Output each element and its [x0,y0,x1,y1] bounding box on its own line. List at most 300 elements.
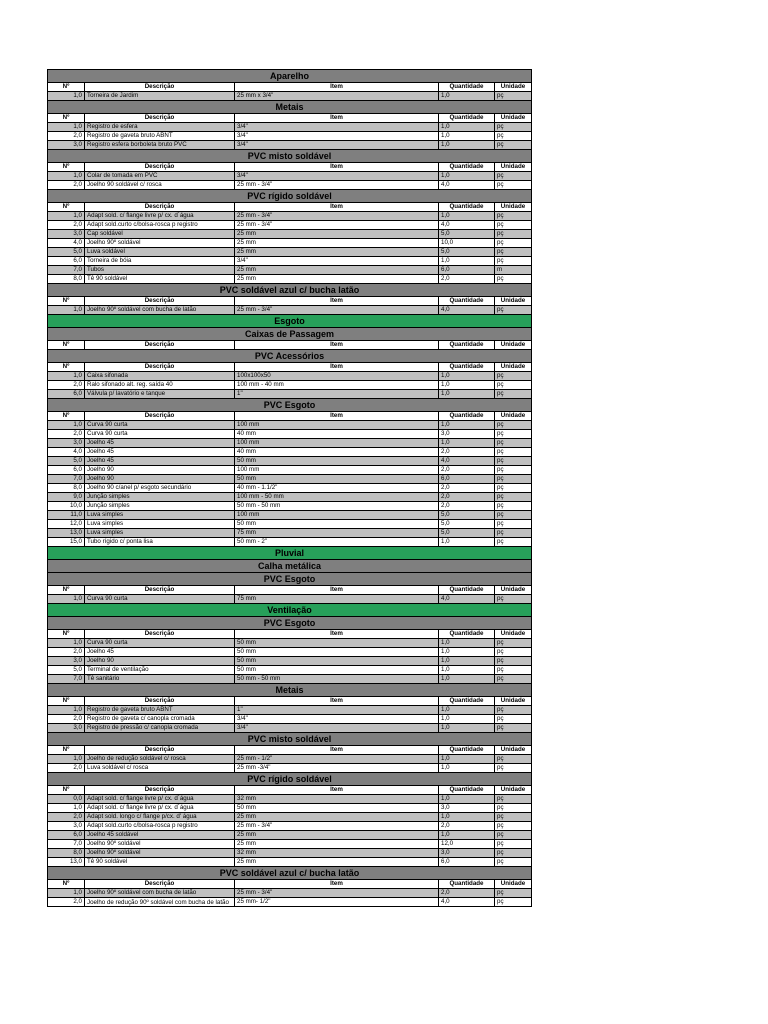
section-title: Metais [48,101,532,114]
column-header: Quantidade [439,586,495,595]
row-description: Caixa sifonada [85,372,235,381]
row-description: Colar de tomada em PVC [85,172,235,181]
row-description: Adapt sold. c/ flange livre p/ cx. d´água [85,804,235,813]
row-item: 50 mm [235,648,439,657]
column-header: Descrição [85,83,235,92]
table-row [48,475,532,484]
row-quantity: 1,0 [439,795,495,804]
row-description: Junção simples [85,493,235,502]
table-row [48,804,532,813]
row-quantity: 1,0 [439,257,495,266]
column-header: Nº [48,880,85,889]
row-item: 40 mm [235,448,439,457]
column-header: Unidade [495,363,532,372]
row-number: 8,0 [48,849,85,858]
row-unit: pç [495,306,532,315]
column-header-row [48,786,532,795]
material-list-body [48,70,532,907]
column-header-row [48,586,532,595]
row-description: Joelho 45 soldável [85,831,235,840]
column-header: Nº [48,786,85,795]
row-unit: pç [495,230,532,239]
row-quantity: 1,0 [439,92,495,101]
row-unit: pç [495,502,532,511]
row-number: 4,0 [48,239,85,248]
row-number: 5,0 [48,666,85,675]
row-quantity: 1,0 [439,831,495,840]
row-unit: pç [495,889,532,898]
row-number: 1,0 [48,212,85,221]
section-title: PVC misto soldável [48,150,532,163]
row-item: 50 mm - 2" [235,538,439,547]
column-header: Item [235,586,439,595]
row-number: 6,0 [48,257,85,266]
column-header-row [48,630,532,639]
table-row [48,421,532,430]
row-item: 50 mm [235,804,439,813]
row-quantity: 1,0 [439,813,495,822]
row-number: 6,0 [48,831,85,840]
row-item: 3/4" [235,172,439,181]
table-row [48,755,532,764]
row-unit: pç [495,466,532,475]
row-unit: pç [495,724,532,733]
column-header-row [48,363,532,372]
row-number: 1,0 [48,372,85,381]
row-item: 25 mm -3/4" [235,764,439,773]
row-quantity: 1,0 [439,648,495,657]
table-row [48,764,532,773]
table-row [48,502,532,511]
row-quantity: 4,0 [439,181,495,190]
table-row [48,181,532,190]
row-unit: pç [495,595,532,604]
row-quantity: 1,0 [439,666,495,675]
row-number: 7,0 [48,475,85,484]
row-item: 75 mm [235,595,439,604]
row-unit: pç [495,666,532,675]
section-title: PVC soldável azul c/ bucha latão [48,284,532,297]
section-header [48,150,532,163]
column-header-row [48,83,532,92]
section-title: Calha metálica [48,560,532,573]
column-header: Quantidade [439,341,495,350]
table-row [48,511,532,520]
row-description: Torneira de Jardim [85,92,235,101]
column-header: Descrição [85,880,235,889]
column-header: Descrição [85,786,235,795]
row-number: 15,0 [48,538,85,547]
row-description: Ralo sifonado alt. reg. saída 40 [85,381,235,390]
table-row [48,639,532,648]
table-row [48,493,532,502]
row-description: Registro de esfera [85,123,235,132]
table-row [48,275,532,284]
column-header: Descrição [85,114,235,123]
row-number: 3,0 [48,141,85,150]
row-item: 1" [235,390,439,399]
column-header: Descrição [85,297,235,306]
row-item: 25 mm x 3/4" [235,92,439,101]
row-item: 50 mm [235,657,439,666]
row-item: 3/4" [235,257,439,266]
row-number: 2,0 [48,764,85,773]
row-description: Terminal de ventilação [85,666,235,675]
row-item: 25 mm [235,266,439,275]
row-description: Curva 90 curta [85,595,235,604]
row-quantity: 2,0 [439,466,495,475]
section-header [48,328,532,341]
row-quantity: 4,0 [439,306,495,315]
row-unit: pç [495,430,532,439]
row-description: Luva soldável [85,248,235,257]
section-header [48,547,532,560]
row-number: 7,0 [48,840,85,849]
table-row [48,390,532,399]
row-description: Joelho 90º soldável [85,239,235,248]
row-number: 1,0 [48,421,85,430]
row-item: 100 mm - 50 mm [235,493,439,502]
column-header: Unidade [495,880,532,889]
row-unit: pç [495,858,532,867]
row-item: 1" [235,706,439,715]
section-title: Caixas de Passagem [48,328,532,341]
column-header: Quantidade [439,880,495,889]
column-header-row [48,203,532,212]
row-item: 100 mm [235,439,439,448]
row-item: 25 mm [235,858,439,867]
row-quantity: 3,0 [439,804,495,813]
row-item: 32 mm [235,795,439,804]
row-item: 40 mm [235,430,439,439]
row-quantity: 5,0 [439,248,495,257]
row-number: 12,0 [48,520,85,529]
row-quantity: 5,0 [439,511,495,520]
column-header: Quantidade [439,203,495,212]
table-row [48,849,532,858]
column-header: Quantidade [439,114,495,123]
row-quantity: 1,0 [439,675,495,684]
row-unit: pç [495,675,532,684]
column-header: Item [235,880,439,889]
row-description: Adapt sold.curto c/bolsa-rosca p registro [85,221,235,230]
row-item: 100 mm - 40 mm [235,381,439,390]
row-quantity: 1,0 [439,755,495,764]
row-description: Joelho 90 c/anel p/ esgoto secundário [85,484,235,493]
row-quantity: 1,0 [439,764,495,773]
row-description: Junção simples [85,502,235,511]
row-quantity: 3,0 [439,430,495,439]
row-description: Curva 90 curta [85,639,235,648]
row-description: Luva simples [85,520,235,529]
row-quantity: 1,0 [439,132,495,141]
section-title: PVC rígido soldável [48,773,532,786]
row-unit: pç [495,755,532,764]
column-header-row [48,697,532,706]
row-number: 6,0 [48,466,85,475]
section-header [48,617,532,630]
row-number: 6,0 [48,390,85,399]
row-unit: m [495,266,532,275]
column-header-row [48,880,532,889]
table-row [48,257,532,266]
row-unit: pç [495,764,532,773]
row-unit: pç [495,257,532,266]
row-quantity: 10,0 [439,239,495,248]
row-quantity: 1,0 [439,172,495,181]
row-unit: pç [495,493,532,502]
row-number: 5,0 [48,457,85,466]
row-quantity: 4,0 [439,221,495,230]
column-header: Item [235,297,439,306]
row-description: Adapt sold. longo c/ flange p/cx. d' água [85,813,235,822]
column-header: Unidade [495,163,532,172]
row-item: 50 mm [235,520,439,529]
section-header [48,70,532,83]
row-number: 1,0 [48,306,85,315]
row-unit: pç [495,448,532,457]
section-header [48,284,532,297]
table-row [48,448,532,457]
row-item: 25 mm [235,840,439,849]
column-header-row [48,412,532,421]
row-item: 100 mm [235,466,439,475]
table-row [48,466,532,475]
column-header: Unidade [495,114,532,123]
table-row [48,430,532,439]
table-row [48,858,532,867]
row-number: 7,0 [48,675,85,684]
table-row [48,822,532,831]
column-header: Unidade [495,297,532,306]
row-unit: pç [495,141,532,150]
table-row [48,538,532,547]
table-row [48,221,532,230]
table-row [48,675,532,684]
column-header: Unidade [495,203,532,212]
row-quantity: 5,0 [439,520,495,529]
section-header [48,350,532,363]
row-quantity: 4,0 [439,595,495,604]
row-description: Tê 90 soldável [85,858,235,867]
row-unit: pç [495,804,532,813]
row-item: 25 mm - 3/4" [235,306,439,315]
row-item: 40 mm - 1.1/2" [235,484,439,493]
table-row [48,715,532,724]
column-header: Nº [48,163,85,172]
column-header: Nº [48,630,85,639]
row-number: 2,0 [48,715,85,724]
row-item: 25 mm - 1/2" [235,755,439,764]
table-row [48,457,532,466]
row-item: 50 mm [235,475,439,484]
table-row [48,132,532,141]
row-number: 9,0 [48,493,85,502]
column-header: Quantidade [439,697,495,706]
column-header: Quantidade [439,630,495,639]
column-header: Descrição [85,746,235,755]
row-item: 25 mm - 3/4" [235,181,439,190]
row-item: 25 mm - 3/4" [235,822,439,831]
row-unit: pç [495,898,532,907]
row-unit: pç [495,840,532,849]
column-header-row [48,341,532,350]
row-description: Luva soldável c/ rosca [85,764,235,773]
section-title: PVC rígido soldável [48,190,532,203]
column-header: Nº [48,412,85,421]
row-number: 3,0 [48,230,85,239]
table-row [48,831,532,840]
column-header: Nº [48,363,85,372]
table-row [48,648,532,657]
row-quantity: 1,0 [439,639,495,648]
row-number: 1,0 [48,755,85,764]
row-description: Joelho 90º soldável com bucha de latão [85,889,235,898]
section-header [48,190,532,203]
row-unit: pç [495,212,532,221]
row-item: 100 mm [235,421,439,430]
column-header: Nº [48,746,85,755]
column-header-row [48,114,532,123]
section-header [48,773,532,786]
table-row [48,529,532,538]
row-item: 25 mm [235,275,439,284]
column-header: Descrição [85,163,235,172]
row-item: 3/4" [235,715,439,724]
row-unit: pç [495,706,532,715]
row-number: 1,0 [48,804,85,813]
row-quantity: 1,0 [439,657,495,666]
column-header: Descrição [85,412,235,421]
row-quantity: 12,0 [439,840,495,849]
row-number: 3,0 [48,439,85,448]
section-title: PVC Esgoto [48,617,532,630]
row-description: Registro de gaveta bruto ABNT [85,132,235,141]
column-header: Unidade [495,586,532,595]
table-row [48,724,532,733]
table-row [48,595,532,604]
table-row [48,520,532,529]
row-number: 2,0 [48,813,85,822]
row-unit: pç [495,275,532,284]
row-item: 25 mm- 1/2" [235,898,439,907]
row-quantity: 6,0 [439,858,495,867]
row-unit: pç [495,511,532,520]
column-header: Quantidade [439,412,495,421]
row-description: Adapt sold. c/ flange livre p/ cx. d´água [85,212,235,221]
row-unit: pç [495,181,532,190]
table-row [48,92,532,101]
row-unit: pç [495,849,532,858]
section-header [48,560,532,573]
row-description: Tubos [85,266,235,275]
row-description: Registro de gaveta c/ canopla cromada [85,715,235,724]
row-quantity: 1,0 [439,706,495,715]
row-quantity: 5,0 [439,230,495,239]
section-header [48,733,532,746]
column-header: Item [235,746,439,755]
row-quantity: 1,0 [439,390,495,399]
row-unit: pç [495,538,532,547]
column-header: Unidade [495,630,532,639]
row-unit: pç [495,239,532,248]
row-number: 8,0 [48,484,85,493]
column-header: Nº [48,203,85,212]
table-row [48,666,532,675]
section-title: Ventilação [48,604,532,617]
column-header: Unidade [495,412,532,421]
column-header: Item [235,114,439,123]
row-quantity: 2,0 [439,822,495,831]
table-row [48,248,532,257]
row-number: 4,0 [48,448,85,457]
row-number: 11,0 [48,511,85,520]
row-unit: pç [495,822,532,831]
row-unit: pç [495,421,532,430]
row-item: 25 mm [235,239,439,248]
section-title: Aparelho [48,70,532,83]
row-number: 2,0 [48,221,85,230]
row-unit: pç [495,831,532,840]
row-item: 100 mm [235,511,439,520]
row-item: 3/4" [235,123,439,132]
row-description: Registro esfera borboleta bruto PVC [85,141,235,150]
row-number: 7,0 [48,266,85,275]
column-header: Unidade [495,786,532,795]
row-number: 1,0 [48,639,85,648]
section-header [48,573,532,586]
row-quantity: 4,0 [439,457,495,466]
row-quantity: 1,0 [439,381,495,390]
row-description: Tê sanitário [85,675,235,684]
table-row [48,123,532,132]
row-description: Adapt sold.curto c/bolsa-rosca p registro [85,822,235,831]
row-quantity: 2,0 [439,889,495,898]
section-header [48,604,532,617]
section-title: PVC soldável azul c/ bucha latão [48,867,532,880]
row-unit: pç [495,715,532,724]
row-description: Registro de pressão c/ canopla cromada [85,724,235,733]
row-number: 5,0 [48,248,85,257]
table-row [48,372,532,381]
row-quantity: 2,0 [439,493,495,502]
row-number: 13,0 [48,529,85,538]
row-item: 75 mm [235,529,439,538]
section-title: PVC Acessórios [48,350,532,363]
row-unit: pç [495,172,532,181]
row-item: 3/4" [235,141,439,150]
row-number: 1,0 [48,889,85,898]
row-number: 1,0 [48,123,85,132]
column-header: Descrição [85,363,235,372]
column-header: Nº [48,83,85,92]
row-quantity: 4,0 [439,898,495,907]
row-item: 25 mm - 3/4" [235,221,439,230]
row-description: Joelho 90 [85,466,235,475]
row-item: 25 mm - 3/4" [235,212,439,221]
row-quantity: 3,0 [439,849,495,858]
row-unit: pç [495,457,532,466]
row-quantity: 1,0 [439,123,495,132]
row-number: 2,0 [48,132,85,141]
row-number: 3,0 [48,657,85,666]
row-description: Luva simples [85,529,235,538]
column-header: Nº [48,586,85,595]
row-unit: pç [495,221,532,230]
section-title: PVC Esgoto [48,573,532,586]
column-header: Unidade [495,341,532,350]
row-number: 3,0 [48,724,85,733]
